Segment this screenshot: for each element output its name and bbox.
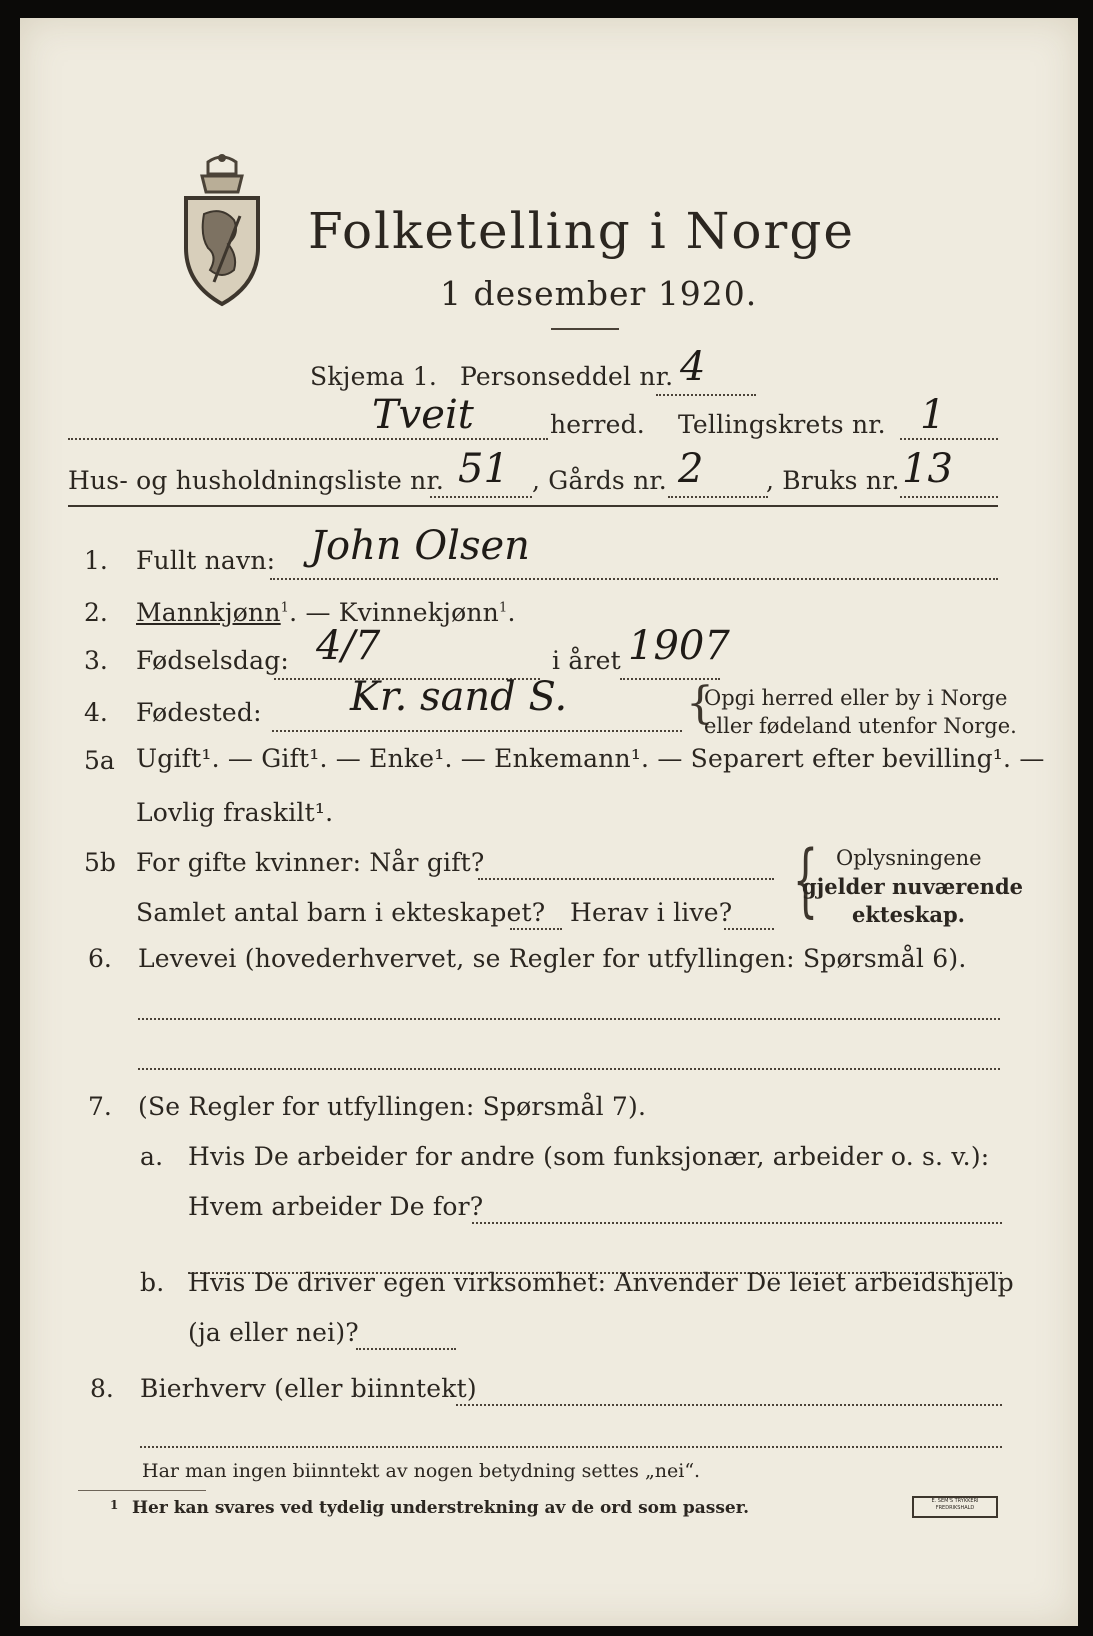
- q1-line: [270, 578, 998, 580]
- q8-label: Bierhverv (eller biinntekt): [140, 1374, 477, 1403]
- male-option: Mannkjønn: [136, 598, 281, 627]
- q4-brace: {: [686, 678, 714, 729]
- printer-stamp-line1: E. SEM'S TRYKKERI: [931, 1498, 979, 1504]
- husliste-line: [430, 496, 532, 498]
- q7-number: 7.: [88, 1092, 112, 1121]
- coat-of-arms-emblem: [178, 152, 266, 312]
- q7b-line2: (ja eller nei)?: [188, 1318, 359, 1347]
- footnote-mark: 1: [498, 600, 508, 616]
- q5a-line1: Ugift¹. — Gift¹. — Enke¹. — Enkemann¹. — Separert efter bevilling¹. —: [136, 744, 1045, 773]
- census-date: 1 desember 1920.: [440, 274, 758, 313]
- bruks-label: , Bruks nr.: [766, 466, 900, 495]
- q5b-line2b-fill: [724, 928, 774, 930]
- q4-note-line1: Opgi herred eller by i Norge: [704, 686, 1008, 710]
- footnote-text: Her kan svares ved tydelig understrekning av de ord som passer.: [132, 1498, 750, 1518]
- q3-year-label: i året: [552, 646, 621, 675]
- personseddel-line: [656, 394, 756, 396]
- q4-note-line2: eller fødeland utenfor Norge.: [704, 714, 1017, 738]
- gards-line: [668, 496, 768, 498]
- q7b-line1: Hvis De driver egen virksomhet: Anvender De leiet arbeidshjelp: [188, 1268, 1014, 1297]
- form-title: Folketelling i Norge: [308, 202, 855, 260]
- q1-label: Fullt navn:: [136, 546, 276, 575]
- q5b-note-line2: gjelder nuværende: [802, 874, 1023, 899]
- gards-value: 2: [678, 446, 704, 492]
- q5b-line2b: Herav i live?: [570, 898, 733, 927]
- q4-number: 4.: [84, 698, 108, 727]
- q5a-line2: Lovlig fraskilt¹.: [136, 798, 334, 827]
- footnote-rule: [78, 1490, 206, 1491]
- q3-number: 3.: [84, 646, 108, 675]
- header-divider: [68, 505, 998, 507]
- census-form-sheet: [20, 18, 1078, 1626]
- personseddel-label: Personseddel nr.: [460, 362, 674, 391]
- q7a-line2: Hvem arbeider De for?: [188, 1192, 484, 1221]
- q6-label: Levevei (hovederhvervet, se Regler for utfyllingen: Spørsmål 6).: [138, 944, 967, 973]
- q6-line1: [138, 1018, 1000, 1020]
- tellingskrets-value: 1: [920, 392, 946, 438]
- q5b-note-line1: Oplysningene: [836, 846, 982, 870]
- q7a-line1: Hvis De arbeider for andre (som funksjonær, arbeider o. s. v.):: [188, 1142, 990, 1171]
- title-divider: [551, 328, 619, 330]
- bruks-line: [900, 496, 998, 498]
- q5b-number: 5b: [84, 848, 116, 877]
- q3-label: Fødselsdag:: [136, 646, 290, 675]
- q7b-letter: b.: [140, 1268, 165, 1297]
- q8-line2: [140, 1446, 1002, 1448]
- q4-line: [272, 730, 682, 732]
- birthdate-value: 4/7: [316, 623, 381, 669]
- q6-number: 6.: [88, 944, 112, 973]
- q7-label: (Se Regler for utfyllingen: Spørsmål 7).: [138, 1092, 647, 1121]
- schema-label: Skjema 1.: [310, 362, 438, 391]
- q1-value: John Olsen: [310, 523, 530, 569]
- q1-number: 1.: [84, 546, 108, 575]
- gards-label: , Gårds nr.: [532, 466, 667, 495]
- q2-number: 2.: [84, 598, 108, 627]
- printer-stamp-line2: FREDRIKSHALD: [935, 1505, 975, 1511]
- q5b-line2a-fill: [510, 928, 562, 930]
- q5a-number: 5a: [84, 746, 115, 775]
- herred-line: [68, 438, 548, 440]
- husliste-label: Hus- og husholdningsliste nr.: [68, 466, 445, 495]
- q5b-note-line3: ekteskap.: [852, 902, 965, 927]
- husliste-value: 51: [458, 446, 509, 492]
- herred-value: Tveit: [372, 392, 474, 438]
- q2-end: .: [507, 598, 516, 627]
- tellingskrets-line: [900, 438, 998, 440]
- birthplace-value: Kr. sand S.: [350, 674, 568, 720]
- q5b-line2a: Samlet antal barn i ekteskapet?: [136, 898, 546, 927]
- q7a-letter: a.: [140, 1142, 164, 1171]
- q6-line2: [138, 1068, 1000, 1070]
- q8-line1: [456, 1404, 1002, 1406]
- herred-label: herred.: [550, 410, 645, 439]
- printer-stamp: [912, 1496, 998, 1518]
- q4-label: Fødested:: [136, 698, 262, 727]
- footnote-mark: 1: [110, 1498, 119, 1512]
- birthyear-value: 1907: [628, 623, 730, 669]
- personseddel-value: 4: [680, 344, 706, 390]
- q5b-brace: {: [792, 833, 819, 926]
- q5b-line1: For gifte kvinner: Når gift?: [136, 848, 485, 877]
- bruks-value: 13: [902, 446, 953, 492]
- tellingskrets-label: Tellingskrets nr.: [678, 410, 886, 439]
- q5b-line1-fill: [478, 878, 774, 880]
- q7b-line2-fill: [356, 1348, 456, 1350]
- female-option: . — Kvinnekjønn: [289, 598, 499, 627]
- footnote-mark: 1: [280, 600, 290, 616]
- q8-number: 8.: [90, 1374, 114, 1403]
- q7a-line2-fill: [472, 1222, 1002, 1224]
- q8-note: Har man ingen biinntekt av nogen betydning settes „nei“.: [142, 1460, 701, 1482]
